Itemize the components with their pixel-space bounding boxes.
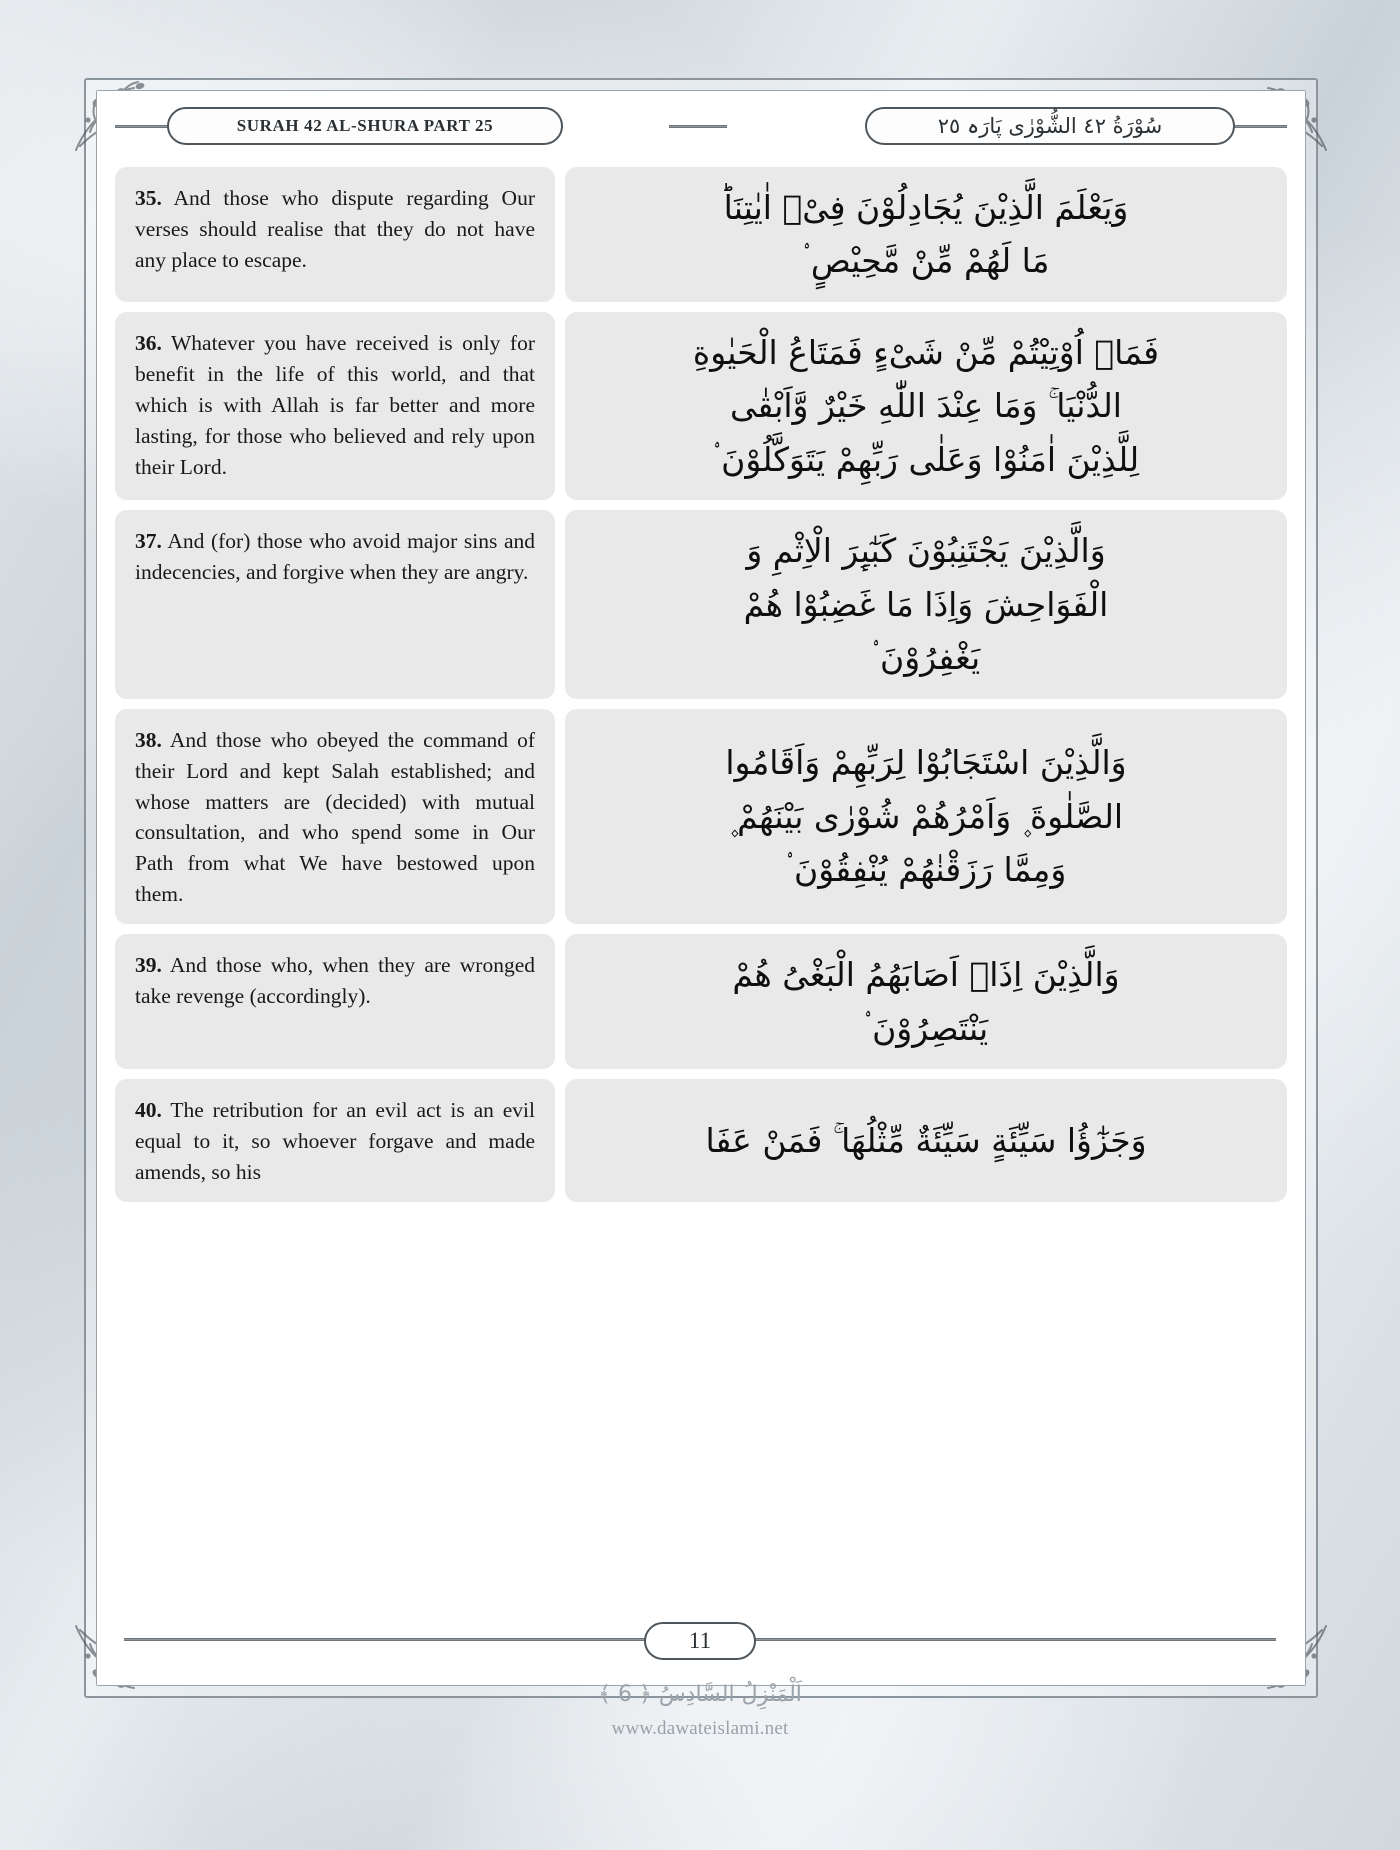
verse-number: 35. xyxy=(135,186,162,210)
verse-row xyxy=(115,1079,1287,1202)
ayah-line: مَا لَهُمْ مِّنْ مَّحِیْصٍ ۟ xyxy=(802,241,1050,281)
translation-cell xyxy=(115,1079,555,1202)
verse-number: 37. xyxy=(135,529,162,554)
quran-page-frame xyxy=(84,78,1318,1698)
verse-number: 40. xyxy=(135,1098,162,1123)
translation-cell xyxy=(115,510,555,698)
translation-cell xyxy=(115,934,555,1069)
verse-row xyxy=(115,312,1287,500)
arabic-ayah-cell xyxy=(565,510,1287,698)
ayah-line: الدُّنْیَا ۚ وَمَا عِنْدَ اللّٰهِ خَیْرٌ وَّاَبْقٰى xyxy=(730,386,1122,426)
verse-translation: And those who obeyed the command of their Lord and kept Salah established; and whose matters are (decided) with mutual consultation, and who spend some in Our Path from what We have bestowed upon them. xyxy=(135,727,535,907)
translation-cell xyxy=(115,167,555,302)
verse-translation: And (for) those who avoid major sins and indecencies, and forgive when they are angry. xyxy=(135,529,535,585)
footer-website-url: www.dawateislami.net xyxy=(611,1718,789,1739)
arabic-ayah-cell xyxy=(565,312,1287,500)
ayah-line: وَیَعْلَمَ الَّذِیْنَ یُجَادِلُوْنَ فِیْۤ اٰیٰتِنَاؕ xyxy=(723,188,1129,227)
verse-translation: And those who, when they are wronged take revenge (accordingly). xyxy=(135,953,535,1009)
page-number-value: 11 xyxy=(688,1628,712,1653)
ayah-line: وَجَزٰٓؤُا سَیِّئَةٍ سَیِّئَةٌ مِّثْلُهَا ۚ فَمَنْ عَفَا xyxy=(705,1120,1147,1160)
ayah-line: وَالَّذِیْنَ یَجْتَنِبُوْنَ كَبٰٓىِٕرَ الْاِثْمِ وَ xyxy=(746,531,1106,571)
ayah-line: یَنْتَصِرُوْنَ ۟ xyxy=(863,1008,989,1048)
verse-grid xyxy=(115,167,1287,1202)
verse-row xyxy=(115,709,1287,925)
verse-translation: And those who dispute regarding Our verses should realise that they do not have any place to escape. xyxy=(135,186,535,272)
arabic-ayah-cell xyxy=(565,167,1287,302)
ayah-line: الْفَوَاحِشَ وَاِذَا مَا غَضِبُوْا هُمْ xyxy=(743,584,1109,624)
surah-title-arabic: سُوْرَةُ ٤٢ الشُّوْرٰى پَارَہ ٢٥ xyxy=(937,114,1163,138)
ayah-line: الصَّلٰوةَ ۪ وَاَمْرُهُمْ شُوْرٰى بَیْنَهُمْ ۪ xyxy=(728,796,1124,836)
verse-number: 36. xyxy=(135,330,162,355)
page-number xyxy=(644,1622,756,1660)
verse-number: 39. xyxy=(135,953,162,978)
ayah-line: وَالَّذِیْنَ اِذَاۤ اَصَابَهُمُ الْبَغْیُ هُمْ xyxy=(732,955,1120,995)
ayah-line: وَمِمَّا رَزَقْنٰهُمْ یُنْفِقُوْنَ ۟ xyxy=(785,850,1067,890)
verse-translation: The retribution for an evil act is an evil equal to it, so whoever forgave and made amends, so his xyxy=(135,1098,535,1185)
surah-title-english: SURAH 42 AL-SHURA PART 25 xyxy=(236,116,494,135)
verse-translation: Whatever you have received is only for benefit in the life of this world, and that which is with Allah is far better and more lasting, for those who believed and rely upon their Lord. xyxy=(135,330,535,479)
header-rule-left xyxy=(115,125,175,128)
verse-number: 38. xyxy=(135,727,162,752)
ayah-line: فَمَاۤ اُوْتِیْتُمْ مِّنْ شَیْءٍ فَمَتَاعُ الْحَیٰوةِ xyxy=(692,332,1160,372)
surah-title-cartouche-arabic xyxy=(865,107,1235,145)
arabic-ayah-cell xyxy=(565,934,1287,1069)
header-rule-right xyxy=(1227,125,1287,128)
surah-title-cartouche-english xyxy=(167,107,563,145)
verse-row xyxy=(115,510,1287,698)
page-content xyxy=(97,91,1305,1685)
translation-cell xyxy=(115,709,555,925)
running-header xyxy=(109,99,1293,157)
verse-row xyxy=(115,167,1287,302)
translation-cell xyxy=(115,312,555,500)
arabic-ayah-cell xyxy=(565,709,1287,925)
verse-row xyxy=(115,934,1287,1069)
arabic-ayah-cell xyxy=(565,1079,1287,1202)
header-rule-middle xyxy=(669,125,727,128)
ayah-line: لِلَّذِیْنَ اٰمَنُوْا وَعَلٰى رَبِّهِمْ یَتَوَكَّلُوْنَ ۟ xyxy=(712,439,1140,479)
ayah-line: وَالَّذِیْنَ اسْتَجَابُوْا لِرَبِّهِمْ وَاَقَامُوا xyxy=(725,743,1127,783)
ayah-line: یَغْفِرُوْنَ ۟ xyxy=(871,638,981,678)
footer-manzil-note: اَلْمَنْزِلُ السَّادِسُ ﴿ 6 ﴾ xyxy=(598,1682,802,1707)
page-footer xyxy=(84,1620,1316,1772)
